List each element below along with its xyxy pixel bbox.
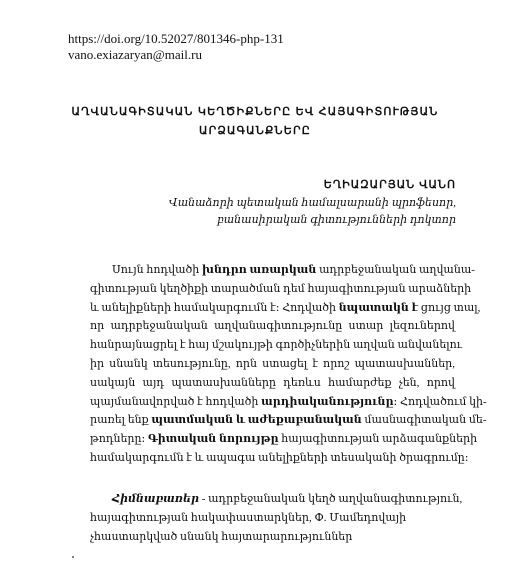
abstract-paragraph [90, 261, 487, 468]
abstract-line: րառել ենք պատմական և աժեքաբանական մասնագիտական մե- [90, 414, 487, 427]
emphasis-methods: պատմական և աժեքաբանական [151, 414, 362, 427]
page-mark [72, 556, 74, 558]
affiliation-line-2: բանասիրական գիտությունների դոկտոր [216, 214, 456, 226]
keywords-block [90, 490, 463, 547]
abstract-line: համակարգումն է և ապագա անելիքների տեսականի ծրագրումը։ [90, 451, 469, 464]
abstract-line: որ ադրբեջանական աղվանագիտությունը ստար լեզուներով [90, 320, 455, 333]
emphasis-relevance: արդիականությունը [261, 395, 394, 408]
title-line-1: ԱՂՎԱՆԱԳԻՏԱԿԱՆ ԿԵՂԾԻՔՆԵՐԸ ԵՎ ՀԱՅԱԳԻՏՈՒԹՅԱՆ [71, 106, 439, 118]
title-line-2: ԱՐՁԱԳԱՆՔՆԵՐԸ [198, 125, 312, 137]
article-title [60, 103, 450, 141]
affiliation-line-1: Վանաձորի պետական համալսարանի պրոֆեսոր, [168, 197, 456, 209]
abstract-line: թոդները։ Գիտական նորույթը հայագիտության արձագանքների [90, 433, 478, 446]
abstract-line: և անելիքների համակարգումն է։ Հոդվածի նպատակն է ցույց տալ, [90, 301, 481, 314]
abstract-line: գիտության կեղծիքի տարածման դեմ հայագիտության արաձների [90, 282, 472, 295]
abstract-line: պայմանավորված է հոդվածի արդիականությունը։ Հոդվածում կի- [90, 395, 487, 408]
keywords-line: Հիմնաբառեր - ադրբեջանական կեղծ աղվանագիտություն, [112, 493, 463, 505]
abstract-line: Սույն հոդվածի խնդրո առարկան ադրբեջանական աղվանա- [112, 264, 475, 276]
article-metadata [68, 31, 284, 63]
author-email[interactable]: vano.exiazaryan@mail.ru [68, 47, 202, 62]
doi-link[interactable]: https://doi.org/10.52027/801346-php-131 [68, 31, 284, 46]
author-affiliation [169, 195, 456, 229]
abstract-line: իր սնանկ տեսությունը, որն ստացել է որոշ պատասխաններ, [90, 357, 455, 370]
keywords-line: հայագիտության հակափաստարկներ, Փ. Մամեդովայի [90, 512, 407, 524]
keywords-label: Հիմնաբառեր [112, 493, 199, 505]
author-name: ԵՂԻԱԶԱՐՅԱՆ ՎԱՆՈ [323, 179, 456, 191]
emphasis-purpose: նպատակն է [338, 301, 419, 314]
abstract-line: հանրայնացրել է հայ մշակույթի գործիչներին աղվան անվանելու [90, 339, 463, 352]
keywords-line: չհաստարկված սնանկ հայտարարություններ [90, 531, 353, 543]
abstract-line: սակայն այդ պատասխանները դեռևս համարժեք չեն, որով [90, 376, 455, 389]
emphasis-novelty: Գիտական նորույթը [147, 433, 279, 446]
emphasis-subject: խնդրո առարկան [202, 264, 317, 276]
